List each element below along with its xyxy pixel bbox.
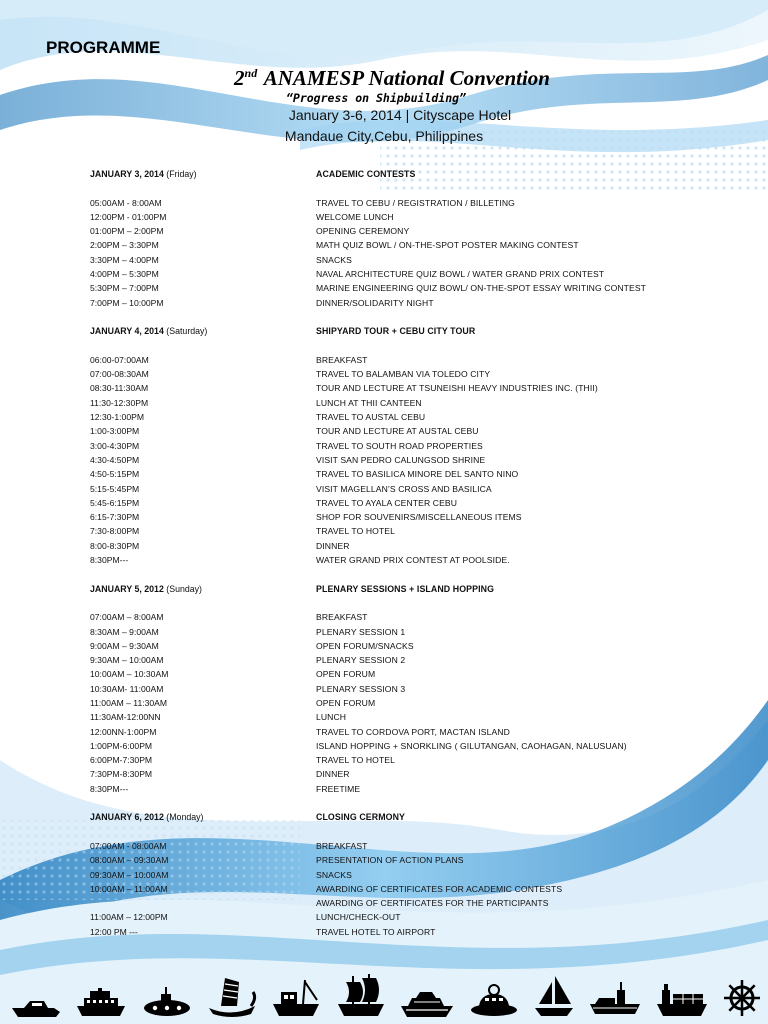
schedule-row: [90, 682, 710, 696]
schedule-row: [90, 296, 710, 310]
schedule-row: [90, 910, 710, 924]
row-time: 12:00PM - 01:00PM: [90, 211, 167, 222]
row-time: 10:30AM- 11:00AM: [90, 683, 164, 694]
row-activity: WELCOME LUNCH: [316, 211, 394, 222]
row-activity: BREAKFAST: [316, 612, 368, 623]
schedule-row: [90, 482, 710, 496]
schedule-row: [90, 467, 710, 481]
row-time: 6:00PM-7:30PM: [90, 755, 153, 766]
row-time: 11:00AM – 11:30AM: [90, 697, 168, 708]
aircraft-carrier-icon: [589, 978, 641, 1018]
ferry-icon: [76, 988, 126, 1018]
row-activity: TRAVEL TO AYALA CENTER CEBU: [316, 497, 458, 508]
row-time: 2:00PM – 3:30PM: [90, 240, 159, 251]
schedule-row: [90, 896, 710, 910]
convention-subtitle: “Progress on Shipbuilding”: [285, 91, 466, 105]
day-spacer: [90, 339, 710, 353]
day-date: [90, 167, 316, 181]
row-time: 4:50-5:15PM: [90, 469, 140, 480]
day-header: [90, 167, 710, 181]
schedule-row: [90, 410, 710, 424]
row-activity: FREETIME: [316, 783, 361, 794]
schedule-row: [90, 610, 710, 624]
row-time: 7:00PM – 10:00PM: [90, 297, 164, 308]
schedule-row: [90, 925, 710, 939]
row-time: 7:30PM-8:30PM: [90, 769, 153, 780]
row-time: 08:30-11:30AM: [90, 383, 149, 394]
row-activity: PRESENTATION OF ACTION PLANS: [316, 855, 464, 866]
day-weekday: (Friday): [166, 169, 197, 179]
row-activity: LUNCH: [316, 712, 347, 723]
schedule-row: [90, 253, 710, 267]
row-time: 11:00AM – 12:00PM: [90, 912, 168, 923]
row-time: 5:15-5:45PM: [90, 483, 140, 494]
row-time: [90, 896, 316, 910]
galleon-icon: [336, 974, 386, 1018]
cruise-ship-icon: [400, 990, 454, 1018]
schedule-row: [90, 424, 710, 438]
schedule-row: [90, 782, 710, 796]
schedule-row: [90, 839, 710, 853]
row-activity: TRAVEL TO CEBU / REGISTRATION / BILLETING: [316, 197, 515, 208]
day-weekday: (Sunday): [166, 583, 202, 594]
row-activity: BREAKFAST: [316, 840, 368, 851]
row-time: 07:00AM - 08:00AM: [90, 840, 167, 851]
row-time: 6:15-7:30PM: [90, 512, 140, 523]
title-main: ANAMESP National Convention: [263, 66, 550, 90]
row-time: 12:30-1:00PM: [90, 412, 144, 423]
schedule-row: [90, 653, 710, 667]
schedule-row: [90, 281, 710, 295]
container-ship-icon: [656, 978, 708, 1018]
row-time: 12:00 PM ---: [90, 926, 138, 937]
schedule-row: [90, 739, 710, 753]
row-activity: ISLAND HOPPING + SNORKLING ( GILUTANGAN, CAOHAGAN, NALUSUAN): [316, 740, 627, 751]
row-activity: BREAKFAST: [316, 354, 368, 365]
schedule-row: [90, 853, 710, 867]
row-time: 1:00-3:00PM: [90, 426, 140, 437]
row-activity: MARINE ENGINEERING QUIZ BOWL/ ON-THE-SPOT ESSAY WRITING CONTEST: [316, 283, 647, 294]
row-activity: PLENARY SESSION 1: [316, 626, 406, 637]
row-activity: AWARDING OF CERTIFICATES FOR THE PARTICIPANTS: [316, 898, 549, 909]
schedule-row: [90, 882, 710, 896]
programme-heading: PROGRAMME: [46, 38, 161, 57]
schedule-row: [90, 381, 710, 395]
schedule-row: [90, 753, 710, 767]
ship-wheel-icon: [722, 978, 762, 1018]
row-time: 8:30PM---: [90, 783, 129, 794]
schedule-row: [90, 196, 710, 210]
row-time: 5:30PM – 7:00PM: [90, 283, 159, 294]
day-header: [90, 324, 710, 338]
schedule-row: [90, 238, 710, 252]
speedboat-icon: [10, 996, 62, 1018]
row-activity: LUNCH AT THII CANTEEN: [316, 397, 422, 408]
row-activity: OPEN FORUM: [316, 697, 376, 708]
schedule-row: [90, 510, 710, 524]
row-time: 12:00NN-1:00PM: [90, 726, 157, 737]
day-spacer: [90, 181, 710, 195]
day-date: [90, 324, 316, 338]
row-time: 08:00AM – 09:30AM: [90, 855, 169, 866]
title-ordinal: nd: [244, 66, 258, 80]
day-date-text: JANUARY 4, 2014: [90, 326, 164, 337]
schedule: [90, 167, 710, 939]
row-activity: SHOP FOR SOUVENIRS/MISCELLANEOUS ITEMS: [316, 512, 522, 523]
schedule-row: [90, 439, 710, 453]
submarine-icon: [141, 986, 193, 1018]
row-time: 05:00AM - 8:00AM: [90, 197, 162, 208]
day-weekday: (Monday): [166, 812, 204, 823]
day-header: [90, 582, 710, 596]
row-activity: TRAVEL TO BASILICA MINORE DEL SANTO NINO: [316, 469, 519, 480]
row-time: 7:30-8:00PM: [90, 526, 140, 537]
convention-title: [0, 66, 768, 91]
day-spacer: [90, 825, 710, 839]
row-activity: TOUR AND LECTURE AT AUSTAL CEBU: [316, 426, 479, 437]
row-time: 4:30-4:50PM: [90, 454, 140, 465]
schedule-row: [90, 553, 710, 567]
schedule-row: [90, 539, 710, 553]
day-spacer: [90, 310, 710, 324]
row-time: 9:30AM – 10:00AM: [90, 655, 164, 666]
row-time: 4:00PM – 5:30PM: [90, 269, 159, 280]
schedule-row: [90, 496, 710, 510]
row-time: 8:00-8:30PM: [90, 540, 140, 551]
row-activity: DINNER: [316, 540, 350, 551]
schedule-row: [90, 625, 710, 639]
row-activity: LUNCH/CHECK-OUT: [316, 912, 401, 923]
row-time: 07:00AM – 8:00AM: [90, 612, 164, 623]
day-theme: SHIPYARD TOUR + CEBU CITY TOUR: [316, 326, 476, 337]
row-activity: TRAVEL TO HOTEL: [316, 755, 396, 766]
fishing-boat-icon: [271, 978, 321, 1018]
schedule-row: [90, 767, 710, 781]
day-header: [90, 810, 710, 824]
row-time: 3:00-4:30PM: [90, 440, 140, 451]
day-date-text: JANUARY 6, 2012: [90, 812, 164, 823]
day-date: [90, 582, 316, 596]
schedule-row: [90, 367, 710, 381]
row-time: 8:30PM---: [90, 555, 129, 566]
location: Mandaue City,Cebu, Philippines: [284, 128, 484, 144]
row-time: 11:30AM-12:00NN: [90, 712, 161, 723]
day-date-text: JANUARY 5, 2012: [90, 583, 164, 594]
schedule-row: [90, 696, 710, 710]
dragon-boat-icon: [207, 976, 257, 1018]
row-activity: TRAVEL TO HOTEL: [316, 526, 396, 537]
row-activity: OPEN FORUM/SNACKS: [316, 640, 414, 651]
footer-icons: [10, 974, 762, 1018]
title-number: 2: [234, 66, 245, 90]
schedule-row: [90, 396, 710, 410]
row-activity: OPENING CEREMONY: [316, 226, 410, 237]
row-activity: WATER GRAND PRIX CONTEST AT POOLSIDE.: [316, 555, 510, 566]
row-activity: TRAVEL TO SOUTH ROAD PROPERTIES: [316, 440, 483, 451]
row-activity: TOUR AND LECTURE AT TSUNEISHI HEAVY INDUSTRIES INC. (THII): [316, 383, 598, 394]
schedule-row: [90, 639, 710, 653]
row-activity: TRAVEL TO CORDOVA PORT, MACTAN ISLAND: [316, 726, 510, 737]
schedule-row: [90, 267, 710, 281]
day-date-text: JANUARY 3, 2014: [90, 169, 164, 179]
row-time: 9:00AM – 9:30AM: [90, 640, 159, 651]
day-spacer: [90, 596, 710, 610]
schedule-row: [90, 524, 710, 538]
row-activity: VISIT MAGELLAN’S CROSS AND BASILICA: [316, 483, 492, 494]
row-activity: MATH QUIZ BOWL / ON-THE-SPOT POSTER MAKING CONTEST: [316, 240, 579, 251]
day-weekday: (Saturday): [166, 326, 208, 337]
sailboat-icon: [533, 974, 575, 1018]
row-activity: OPEN FORUM: [316, 669, 376, 680]
schedule-row: [90, 453, 710, 467]
row-time: 8:30AM – 9:00AM: [90, 626, 159, 637]
row-time: 11:30-12:30PM: [90, 397, 149, 408]
row-activity: SNACKS: [316, 254, 352, 265]
schedule-row: [90, 353, 710, 367]
row-activity: NAVAL ARCHITECTURE QUIZ BOWL / WATER GRAND PRIX CONTEST: [316, 269, 605, 280]
row-time: 10:00AM – 10:30AM: [90, 669, 169, 680]
row-time: 1:00PM-6:00PM: [90, 740, 153, 751]
row-time: 07:00-08:30AM: [90, 369, 149, 380]
row-time: 3:30PM – 4:00PM: [90, 254, 159, 265]
date-venue: January 3-6, 2014 | Cityscape Hotel: [288, 107, 512, 123]
day-theme: CLOSING CERMONY: [316, 812, 405, 823]
hovercraft-icon: [469, 984, 519, 1018]
day-theme: PLENARY SESSIONS + ISLAND HOPPING: [316, 583, 495, 594]
row-activity: VISIT SAN PEDRO CALUNGSOD SHRINE: [316, 454, 486, 465]
row-activity: TRAVEL TO BALAMBAN VIA TOLEDO CITY: [316, 369, 491, 380]
row-time: 5:45-6:15PM: [90, 497, 140, 508]
row-time: 10:00AM – 11:00AM: [90, 883, 168, 894]
row-time: 01:00PM – 2:00PM: [90, 226, 164, 237]
schedule-row: [90, 710, 710, 724]
row-activity: AWARDING OF CERTIFICATES FOR ACADEMIC CONTESTS: [316, 883, 563, 894]
row-activity: DINNER: [316, 769, 350, 780]
day-theme: ACADEMIC CONTESTS: [316, 169, 416, 179]
schedule-row: [90, 868, 710, 882]
schedule-row: [90, 667, 710, 681]
row-time: 09:30AM – 10:00AM: [90, 869, 169, 880]
schedule-row: [90, 725, 710, 739]
row-activity: PLENARY SESSION 2: [316, 655, 406, 666]
day-spacer: [90, 567, 710, 581]
row-activity: PLENARY SESSION 3: [316, 683, 406, 694]
schedule-row: [90, 210, 710, 224]
day-date: [90, 810, 316, 824]
row-activity: SNACKS: [316, 869, 352, 880]
row-activity: TRAVEL TO AUSTAL CEBU: [316, 412, 426, 423]
row-time: 06:00-07:00AM: [90, 354, 149, 365]
schedule-row: [90, 224, 710, 238]
row-activity: TRAVEL HOTEL TO AIRPORT: [316, 926, 436, 937]
day-spacer: [90, 796, 710, 810]
row-activity: DINNER/SOLIDARITY NIGHT: [316, 297, 434, 308]
